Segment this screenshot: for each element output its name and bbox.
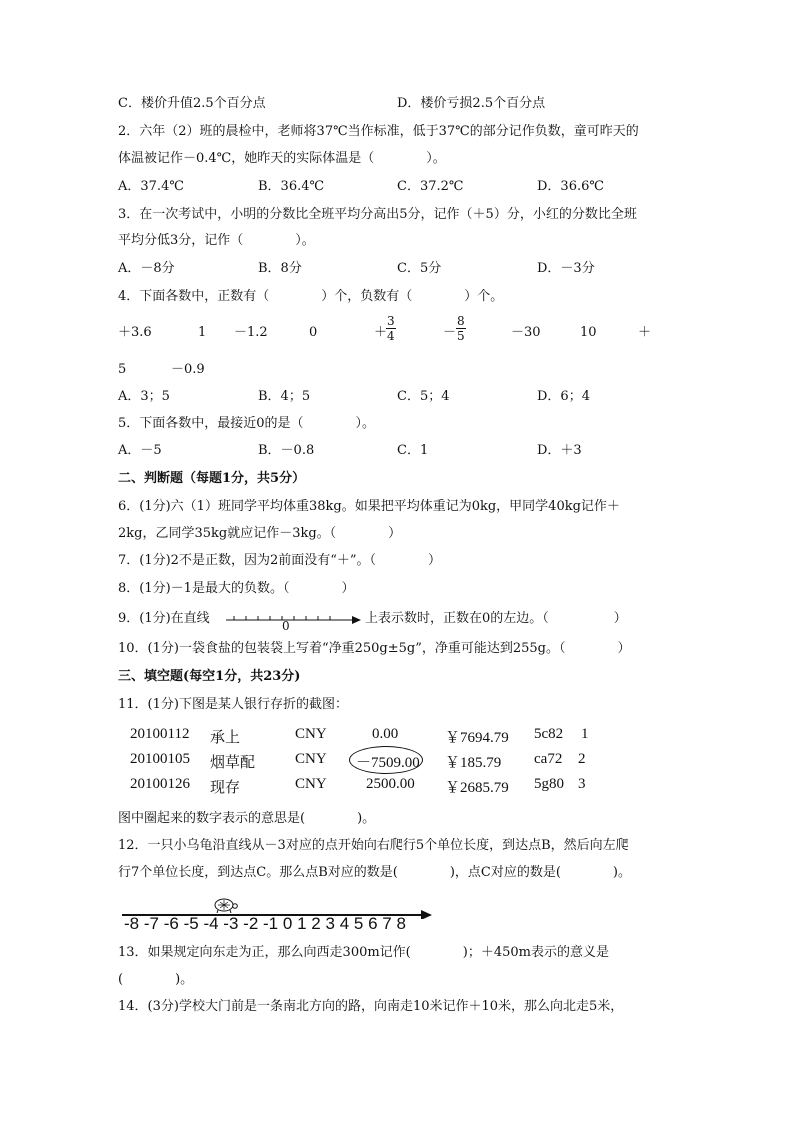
q4-option-a: A．3；5	[118, 389, 170, 404]
q12-axis-labels	[124, 914, 406, 934]
axis-label: -2	[243, 914, 259, 933]
q4-line1: 4．下面各数中，正数有（ ）个，负数有（ ）个。	[118, 289, 504, 304]
q9-prefix: 9．(1分)在直线	[118, 611, 210, 626]
arrow-head	[352, 616, 361, 624]
q4-number: 10	[580, 325, 597, 340]
arrow-head	[421, 910, 432, 919]
axis-label: -3	[223, 914, 239, 933]
table-cell: 2	[578, 751, 586, 767]
table-cell: 2500.00	[366, 776, 415, 792]
axis-label: 0	[282, 914, 293, 933]
q4-option-d: D．6；4	[537, 389, 590, 404]
axis-label: -1	[263, 914, 279, 933]
fraction-numerator: 8	[457, 314, 465, 328]
table-cell: CNY	[295, 726, 327, 742]
fraction-denominator: 5	[457, 329, 465, 343]
q12-line2: 行7个单位长度，到达点C。那么点B对应的数是( )，点C对应的数是( )。	[118, 865, 632, 880]
axis-label: 6	[368, 914, 378, 933]
q12-line1: 12．一只小乌龟沿直线从－3对应的点开始向右爬行5个单位长度，到达点B，然后向左爬	[118, 838, 629, 853]
q9-suffix: 上表示数时，正数在0的左边。（ ）	[365, 611, 627, 626]
q2-line1: 2．六年（2）班的晨检中，老师将37℃当作标准，低于37℃的部分记作负数，童可昨天的	[118, 124, 639, 139]
q6-line2: 2kg，乙同学35kg就应记作－3kg。（ ）	[118, 526, 402, 541]
q4-option-c: C．5；4	[397, 389, 450, 404]
table-cell: ￥185.79	[445, 755, 502, 771]
table-cell: 烟草配	[210, 755, 256, 771]
q4-number: －30	[511, 325, 541, 340]
table-cell: 0.00	[372, 726, 399, 742]
axis-label: 7	[382, 914, 392, 933]
turtle-icon	[215, 899, 237, 913]
table-cell-circled: －7509.00	[356, 755, 420, 771]
q7: 7．(1分)2不是正数，因为2前面没有“＋”。（ ）	[118, 553, 442, 568]
q5-option-a: A．－5	[118, 443, 162, 458]
q4-number: 1	[198, 325, 207, 340]
q4-number: 5	[118, 362, 127, 377]
table-cell: 1	[581, 726, 589, 742]
q10: 10．(1分)一袋食盐的包装袋上写着“净重250g±5g”，净重可能达到255g。（ ）	[118, 641, 631, 656]
section-heading-fill-in: 三、填空题(每空1分，共23分)	[118, 669, 301, 684]
axis-label: 4	[339, 914, 350, 933]
q6-line1: 6．(1分)六（1）班同学平均体重38kg。如果把平均体重记为0kg，甲同学40kg记作＋	[118, 499, 620, 514]
q3-option-a: A．－8分	[118, 261, 175, 276]
q13-line2: ( )。	[118, 972, 194, 987]
q14-line1: 14．(3分)学校大门前是一条南北方向的路，向南走10米记作＋10米，那么向北走5米，	[118, 999, 624, 1014]
table-cell: ￥7694.79	[445, 730, 509, 746]
q2-option-a: A．37.4℃	[118, 179, 184, 194]
table-cell: 3	[578, 776, 586, 792]
q4-sign: ＋	[374, 325, 388, 340]
axis-label: 5	[353, 914, 364, 933]
table-cell: CNY	[295, 776, 327, 792]
section-heading-judgement: 二、判断题（每题1分，共5分）	[118, 471, 306, 486]
q5-option-c: C．1	[397, 443, 429, 458]
q5-line1: 5．下面各数中，最接近0的是（ ）。	[118, 416, 376, 431]
q4-fraction-3-4	[386, 314, 396, 343]
q4-number: －1.2	[234, 325, 268, 340]
q9-zero-label: 0	[282, 619, 290, 633]
q13-line1: 13．如果规定向东走为正，那么向西走300m记作( )；＋450m表示的意义是	[118, 945, 609, 960]
q4-option-b: B．4；5	[258, 389, 311, 404]
table-cell: 承上	[210, 730, 241, 746]
table-cell: 现存	[210, 780, 241, 796]
axis-label: -4	[203, 914, 219, 933]
q8: 8．(1分)－1是最大的负数。（ ）	[118, 581, 355, 596]
q4-number: －0.9	[171, 362, 205, 377]
table-cell: 5g80	[534, 776, 564, 792]
q4-sign: ＋	[638, 325, 652, 340]
fraction-denominator: 4	[387, 329, 395, 343]
q1-option-d: D．楼价亏损2.5个百分点	[397, 96, 546, 111]
table-cell: CNY	[295, 751, 327, 767]
table-cell: ￥2685.79	[445, 780, 509, 796]
q2-line2: 体温被记作－0.4℃，她昨天的实际体温是（ ）。	[118, 151, 446, 166]
axis-label: -7	[143, 914, 159, 933]
table-cell: 5c82	[534, 726, 564, 742]
fraction-numerator: 3	[387, 314, 395, 328]
q3-option-c: C．5分	[397, 261, 442, 276]
q2-option-d: D．36.6℃	[537, 179, 604, 194]
axis-label: 2	[311, 914, 321, 933]
axis-label: 1	[297, 914, 307, 933]
q3-line2: 平均分低3分，记作（ ）。	[118, 233, 315, 248]
q11-line2: 图中圈起来的数字表示的意思是( )。	[118, 811, 376, 826]
q4-fraction-8-5	[456, 314, 466, 343]
q3-option-b: B．8分	[258, 261, 302, 276]
q9-number-line	[224, 608, 364, 630]
table-cell: 20100126	[130, 776, 190, 792]
q5-option-d: D．＋3	[537, 443, 582, 458]
q5-option-b: B．－0.8	[258, 443, 315, 458]
table-cell: 20100112	[130, 726, 190, 742]
axis-label: 8	[396, 914, 406, 933]
q1-option-c: C．楼价升值2.5个百分点	[118, 96, 266, 111]
axis-label: 3	[325, 914, 335, 933]
q4-number: ＋3.6	[118, 325, 152, 340]
q4-sign: －	[443, 325, 457, 340]
axis-label: -6	[163, 914, 179, 933]
table-cell: 20100105	[130, 751, 190, 767]
q3-option-d: D．－3分	[537, 261, 595, 276]
q4-number: 0	[309, 325, 318, 340]
q2-option-c: C．37.2℃	[397, 179, 464, 194]
table-cell: ca72	[534, 751, 563, 767]
axis-label: -8	[124, 914, 140, 933]
q3-line1: 3．在一次考试中，小明的分数比全班平均分高出5分，记作（＋5）分，小红的分数比全班	[118, 207, 637, 222]
q2-option-b: B．36.4℃	[258, 179, 325, 194]
q11-line1: 11．(1分)下图是某人银行存折的截图：	[118, 697, 348, 712]
axis-label: -5	[183, 914, 199, 933]
